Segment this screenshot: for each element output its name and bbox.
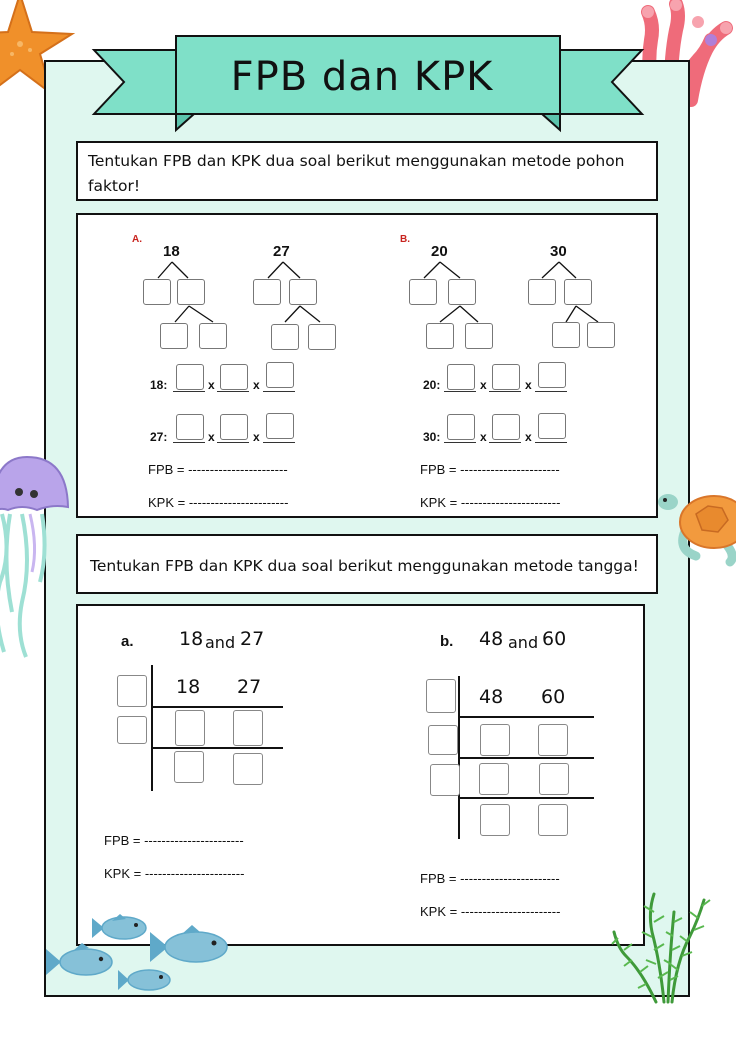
answer-box[interactable] bbox=[587, 322, 615, 348]
answer-box[interactable] bbox=[253, 279, 281, 305]
answer-box[interactable] bbox=[447, 414, 475, 440]
answer-line bbox=[489, 442, 521, 443]
turtle-icon bbox=[656, 484, 736, 564]
answer-box[interactable] bbox=[289, 279, 317, 305]
divisor-box[interactable] bbox=[426, 679, 456, 713]
kpk-line: KPK = ----------------------- bbox=[420, 904, 561, 919]
answer-line bbox=[444, 442, 476, 443]
fish-icon bbox=[90, 912, 150, 944]
answer-box[interactable] bbox=[564, 279, 592, 305]
tree-a-number-2: 27 bbox=[273, 243, 290, 260]
answer-box[interactable] bbox=[538, 724, 568, 756]
ladder-b-column-1: 48 bbox=[479, 686, 504, 708]
ladder-b-number-1: 48 bbox=[479, 628, 504, 650]
ladder-divider bbox=[458, 757, 594, 759]
page-title: FPB dan KPK bbox=[230, 54, 494, 100]
answer-line bbox=[263, 442, 295, 443]
times-sign: x bbox=[480, 430, 487, 444]
kpk-line: KPK = ----------------------- bbox=[148, 495, 289, 510]
answer-box[interactable] bbox=[271, 324, 299, 350]
ladder-divider bbox=[151, 747, 283, 749]
answer-line bbox=[217, 442, 249, 443]
times-sign: x bbox=[480, 378, 487, 392]
answer-box[interactable] bbox=[199, 323, 227, 349]
answer-box[interactable] bbox=[538, 804, 568, 836]
answer-box[interactable] bbox=[266, 362, 294, 388]
fish-icon bbox=[116, 964, 174, 996]
answer-box[interactable] bbox=[480, 724, 510, 756]
fpb-line: FPB = ----------------------- bbox=[148, 462, 288, 477]
ladder-a-number-2: 27 bbox=[240, 628, 265, 650]
answer-box[interactable] bbox=[492, 364, 520, 390]
answer-line bbox=[173, 391, 205, 392]
answer-line bbox=[444, 391, 476, 392]
answer-box[interactable] bbox=[492, 414, 520, 440]
answer-box[interactable] bbox=[465, 323, 493, 349]
answer-box[interactable] bbox=[409, 279, 437, 305]
row-label: 30: bbox=[423, 430, 441, 444]
ladder-divider bbox=[458, 797, 594, 799]
answer-box[interactable] bbox=[266, 413, 294, 439]
kpk-line: KPK = ----------------------- bbox=[420, 495, 561, 510]
answer-box[interactable] bbox=[479, 763, 509, 795]
instruction-ladder bbox=[76, 534, 658, 594]
answer-box[interactable] bbox=[233, 710, 263, 746]
times-sign: x bbox=[525, 378, 532, 392]
ladder-divider bbox=[458, 716, 594, 718]
ladder-b-column-2: 60 bbox=[541, 686, 566, 708]
ladder-divider bbox=[151, 706, 283, 708]
answer-box[interactable] bbox=[177, 279, 205, 305]
instruction-tree-text: Tentukan FPB dan KPK dua soal berikut menggunakan metode pohon faktor! bbox=[88, 152, 625, 195]
answer-box[interactable] bbox=[538, 413, 566, 439]
tree-b-number-1: 20 bbox=[431, 243, 448, 260]
answer-box[interactable] bbox=[480, 804, 510, 836]
answer-box[interactable] bbox=[308, 324, 336, 350]
answer-box[interactable] bbox=[176, 364, 204, 390]
problem-a-label: A. bbox=[132, 234, 142, 245]
divisor-box[interactable] bbox=[430, 764, 460, 796]
answer-box[interactable] bbox=[448, 279, 476, 305]
answer-box[interactable] bbox=[528, 279, 556, 305]
answer-line bbox=[263, 391, 295, 392]
fish-icon bbox=[44, 942, 116, 982]
and-word: and bbox=[508, 633, 539, 652]
answer-line bbox=[489, 391, 521, 392]
ladder-a-column-1: 18 bbox=[176, 676, 201, 698]
kpk-line: KPK = ----------------------- bbox=[104, 866, 245, 881]
answer-line bbox=[173, 442, 205, 443]
answer-box[interactable] bbox=[538, 362, 566, 388]
answer-box[interactable] bbox=[176, 414, 204, 440]
answer-box[interactable] bbox=[426, 323, 454, 349]
times-sign: x bbox=[525, 430, 532, 444]
times-sign: x bbox=[208, 378, 215, 392]
row-label: 18: bbox=[150, 378, 168, 392]
problem-b-label: b. bbox=[440, 633, 454, 650]
answer-box[interactable] bbox=[220, 364, 248, 390]
times-sign: x bbox=[253, 378, 260, 392]
problem-a-label: a. bbox=[121, 633, 134, 650]
ladder-a-number-1: 18 bbox=[179, 628, 204, 650]
row-label: 27: bbox=[150, 430, 168, 444]
row-label: 20: bbox=[423, 378, 441, 392]
answer-box[interactable] bbox=[552, 322, 580, 348]
divisor-box[interactable] bbox=[428, 725, 458, 755]
answer-box[interactable] bbox=[539, 763, 569, 795]
answer-box[interactable] bbox=[174, 751, 204, 783]
answer-box[interactable] bbox=[447, 364, 475, 390]
answer-box[interactable] bbox=[220, 414, 248, 440]
answer-line bbox=[217, 391, 249, 392]
tree-a-number-1: 18 bbox=[163, 243, 180, 260]
ladder-divider bbox=[151, 665, 153, 791]
answer-line bbox=[535, 391, 567, 392]
ladder-b-number-2: 60 bbox=[542, 628, 567, 650]
times-sign: x bbox=[208, 430, 215, 444]
jellyfish-icon bbox=[0, 452, 82, 662]
fpb-line: FPB = ----------------------- bbox=[104, 833, 244, 848]
fpb-line: FPB = ----------------------- bbox=[420, 462, 560, 477]
problem-b-label: B. bbox=[400, 234, 410, 245]
instruction-ladder-text: Tentukan FPB dan KPK dua soal berikut menggunakan metode tangga! bbox=[90, 557, 639, 575]
answer-box[interactable] bbox=[233, 753, 263, 785]
answer-box[interactable] bbox=[175, 710, 205, 746]
answer-box[interactable] bbox=[160, 323, 188, 349]
answer-box[interactable] bbox=[143, 279, 171, 305]
ladder-a-column-2: 27 bbox=[237, 676, 262, 698]
and-word: and bbox=[205, 633, 236, 652]
answer-line bbox=[535, 442, 567, 443]
divisor-box[interactable] bbox=[117, 716, 147, 744]
times-sign: x bbox=[253, 430, 260, 444]
fpb-line: FPB = ----------------------- bbox=[420, 871, 560, 886]
divisor-box[interactable] bbox=[117, 675, 147, 707]
tree-b-number-2: 30 bbox=[550, 243, 567, 260]
seaweed-icon bbox=[612, 892, 716, 1004]
